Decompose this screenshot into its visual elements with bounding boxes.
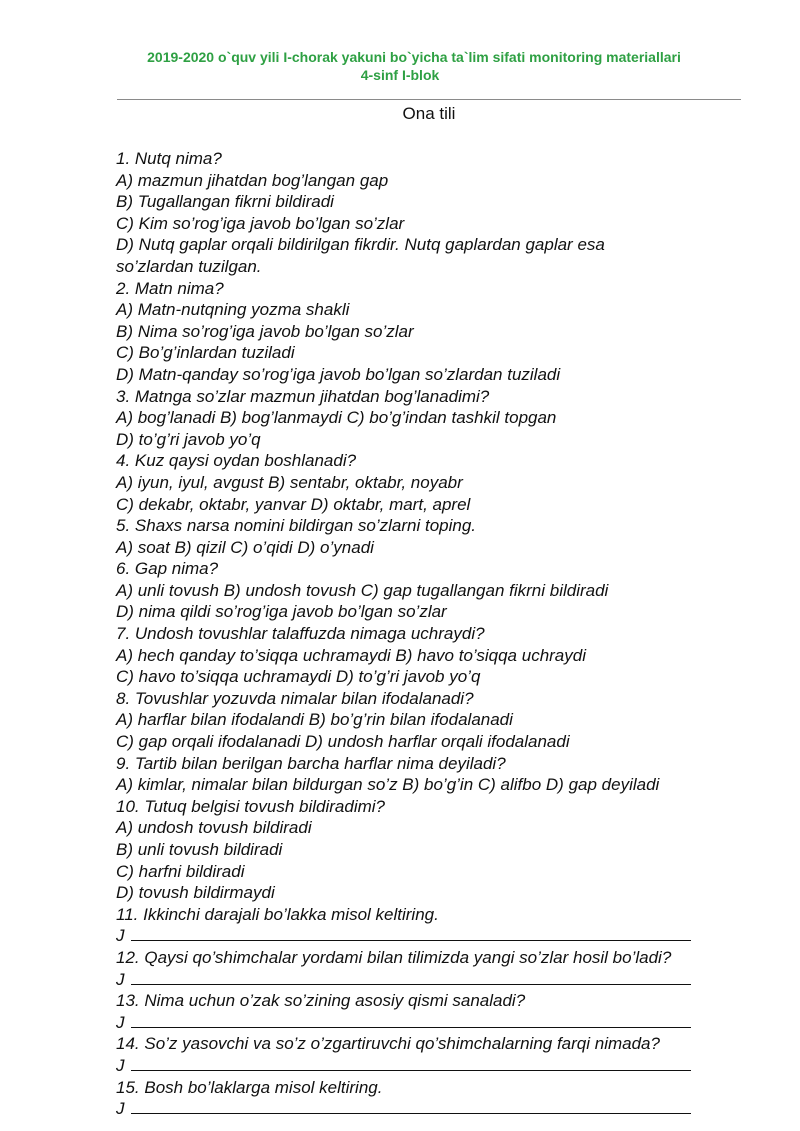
answer-option: D) to’g’ri javob yo’q	[116, 429, 261, 449]
question-text: 13. Nima uchun o’zak so’zining asosiy qismi sanaladi?	[116, 991, 526, 1011]
question-text: 9. Tartib bilan berilgan barcha harflar nima deyiladi?	[116, 753, 506, 773]
question-text: 7. Undosh tovushlar talaffuzda nimaga uchraydi?	[116, 624, 485, 644]
answer-option: A) harflar bilan ifodalandi B) bo’g’rin bilan ifodalanadi	[116, 710, 513, 730]
question-text: 11. Ikkinchi darajali bo’lakka misol keltiring.	[116, 904, 439, 924]
question-text: 6. Gap nima?	[116, 559, 219, 579]
answer-prefix: J	[116, 926, 125, 946]
answer-prefix: J	[116, 1099, 125, 1119]
answer-blank[interactable]	[131, 926, 691, 941]
answer-option: C) harfni bildiradi	[116, 861, 245, 881]
question-text: 4. Kuz qaysi oydan boshlanadi?	[116, 451, 357, 471]
question-text: 2. Matn nima?	[116, 278, 224, 298]
answer-option: D) tovush bildirmaydi	[116, 883, 275, 903]
answer-prefix: J	[116, 1055, 125, 1075]
answer-option: A) mazmun jihatdan bog’langan gap	[116, 170, 389, 190]
answer-line[interactable]	[116, 925, 756, 947]
answer-blank[interactable]	[131, 1056, 691, 1071]
question-text: 5. Shaxs narsa nomini bildirgan so’zlarni toping.	[116, 516, 477, 536]
question-text: 10. Tutuq belgisi tovush bildiradimi?	[116, 796, 385, 816]
question-text: 12. Qaysi qo’shimchalar yordami bilan tilimizda yangi so’zlar hosil bo’ladi?	[116, 947, 672, 967]
question-text: 8. Tovushlar yozuvda nimalar bilan ifodalanadi?	[116, 688, 474, 708]
question-list	[116, 148, 756, 1120]
answer-blank[interactable]	[131, 970, 691, 985]
answer-option: A) Matn-nutqning yozma shakli	[116, 300, 350, 320]
question-text: 1. Nutq nima?	[116, 149, 222, 168]
answer-line[interactable]	[116, 1055, 756, 1077]
answer-option: A) soat B) qizil C) o’qidi D) o’ynadi	[116, 537, 374, 557]
header-subtitle: 4-sinf I-blok	[360, 67, 440, 83]
answer-option: B) unli tovush bildiradi	[116, 840, 283, 859]
answer-option: D) Matn-qanday so’rog’iga javob bo’lgan so’zlardan tuziladi	[116, 364, 561, 384]
subject-title: Ona tili	[402, 104, 456, 123]
answer-option: C) dekabr, oktabr, yanvar D) oktabr, mart, aprel	[116, 494, 471, 514]
question-text: 15. Bosh bo’laklarga misol keltiring.	[116, 1077, 383, 1097]
answer-option: B) Tugallangan fikrni bildiradi	[116, 192, 334, 212]
answer-line[interactable]	[116, 1012, 756, 1034]
answer-option: A) kimlar, nimalar bilan bildurgan so’z B) bo’g’in C) alifbo D) gap deyiladi	[116, 775, 660, 795]
answer-option: D) Nutq gaplar orqali bildirilgan fikrdir. Nutq gaplardan gaplar esa so’zlardan tuzilgan.	[116, 235, 605, 276]
answer-option: C) Kim so’rog’iga javob bo’lgan so’zlar	[116, 213, 405, 233]
answer-option: A) unli tovush B) undosh tovush C) gap tugallangan fikrni bildiradi	[116, 580, 609, 600]
answer-option: A) undosh tovush bildiradi	[116, 818, 312, 838]
answer-option: C) havo to’siqqa uchramaydi D) to’g’ri javob yo’q	[116, 667, 481, 687]
answer-blank[interactable]	[131, 1013, 691, 1028]
question-text: 3. Matnga so’zlar mazmun jihatdan bog’lanadimi?	[116, 386, 490, 406]
header-title: 2019-2020 o`quv yili I-chorak yakuni bo`yicha ta`lim sifati monitoring materiallari	[147, 49, 681, 65]
header-divider	[117, 99, 741, 100]
answer-prefix: J	[116, 969, 125, 989]
answer-option: C) Bo’g’inlardan tuziladi	[116, 343, 295, 363]
answer-blank[interactable]	[131, 1099, 691, 1114]
document-header	[0, 48, 800, 84]
answer-option: B) Nima so’rog’iga javob bo’lgan so’zlar	[116, 321, 414, 341]
question-text: 14. So’z yasovchi va so’z o’zgartiruvchi qo’shimchalarning farqi nimada?	[116, 1034, 660, 1054]
answer-option: A) bog’lanadi B) bog’lanmaydi C) bo’g’indan tashkil topgan	[116, 408, 557, 428]
answer-option: D) nima qildi so’rog’iga javob bo’lgan so’zlar	[116, 602, 447, 622]
answer-option: A) iyun, iyul, avgust B) sentabr, oktabr, noyabr	[116, 472, 463, 492]
answer-option: A) hech qanday to’siqqa uchramaydi B) havo to’siqqa uchraydi	[116, 645, 586, 665]
answer-line[interactable]	[116, 969, 756, 991]
answer-option: C) gap orqali ifodalanadi D) undosh harflar orqali ifodalanadi	[116, 732, 570, 752]
answer-line[interactable]	[116, 1098, 756, 1120]
answer-prefix: J	[116, 1012, 125, 1032]
